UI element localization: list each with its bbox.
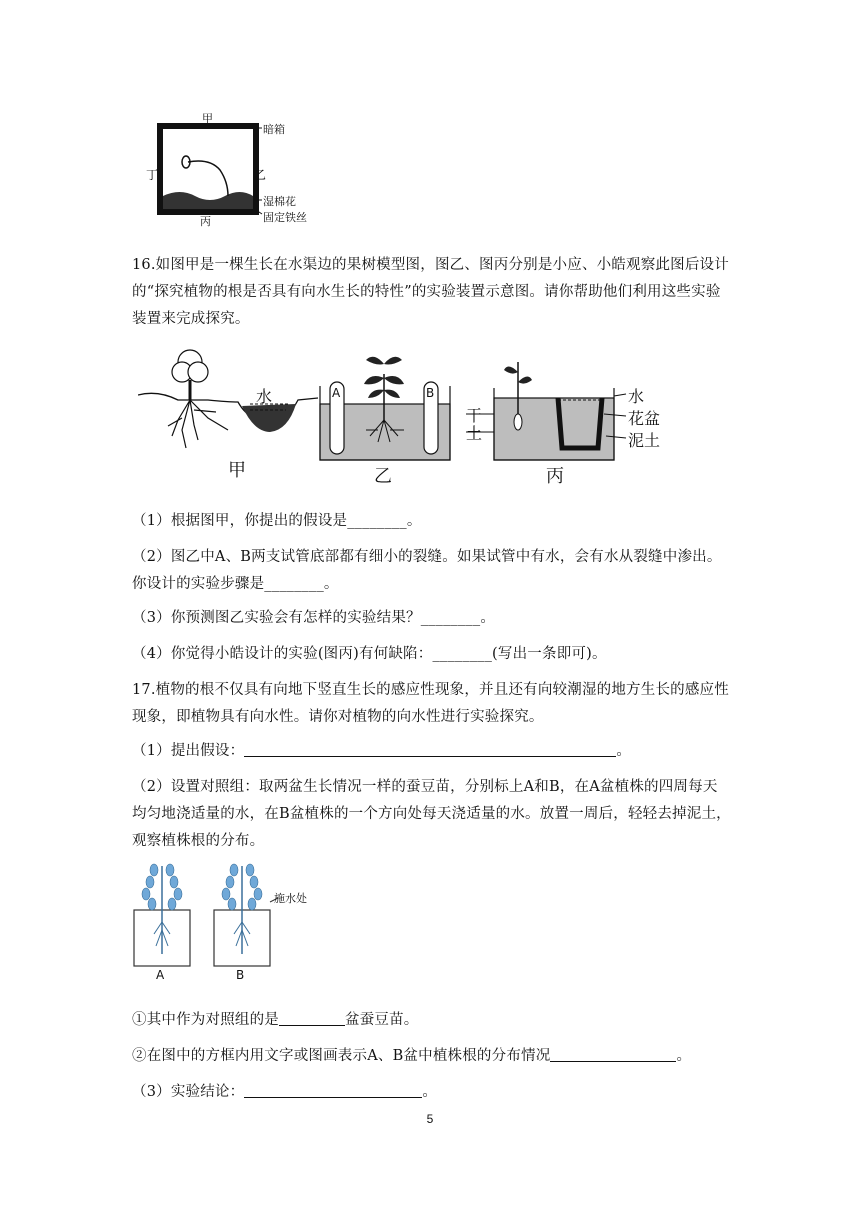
pot-b-label: B [236,968,245,982]
callout-fixed-wire: 固定铁丝 [263,211,307,224]
yi-tube-a-label: A [332,386,341,400]
q16-sub4: （4）你觉得小皓设计的实验(图丙)有何缺陷：________(写出一条即可)。 [132,646,607,662]
bing-pot-label: 花盆 [628,409,661,428]
q17-sub2: （2）设置对照组：取两盆生长情况一样的蚕豆苗，分别标上A和B，在A盆植株的四周每天均匀地浇适量的水，在B盆植株的一个方向处每天浇适量的水。放置一周后，轻轻去掉泥土，观察植株根的分布。 [132,779,731,849]
jia-caption: 甲 [228,460,246,481]
pot-a-label: A [156,968,165,982]
dark-box-diagram [140,110,340,230]
q17-item1-suffix: 盆蚕豆苗。 [345,1012,419,1028]
q17-item1-prefix: ①其中作为对照组的是 [132,1012,279,1028]
figure-yi [318,344,453,487]
box-label-top: 甲 [202,112,213,125]
q17-item2-suffix: 。 [676,1048,692,1064]
bing-mud-label: 泥土 [628,431,661,450]
q17-sub3-prefix: （3）实验结论： [132,1084,245,1100]
bing-caption: 丙 [546,466,564,487]
q17-root-distribution-blank[interactable] [550,1047,676,1062]
q17-sub1-prefix: （1）提出假设： [132,743,245,759]
q17-control-group-blank[interactable] [279,1011,345,1026]
q17-conclusion-blank[interactable] [244,1083,422,1098]
q17-sub3-suffix: 。 [422,1084,438,1100]
callout-wet-cotton: 湿棉花 [263,195,296,208]
q17-item2 [132,1043,752,1070]
q17-sub1-suffix: 。 [616,743,632,759]
yi-caption: 乙 [374,466,392,487]
page-number: 5 [426,1112,434,1126]
q17-item1 [132,1007,732,1034]
box-label-bottom: 丙 [200,215,211,228]
q17-hypothesis-blank[interactable] [244,742,616,757]
figure-bing [466,352,686,492]
q16-sub1: （1）根据图甲，你提出的假设是________。 [132,513,422,529]
q16-sub3: （3）你预测图乙实验会有怎样的实验结果？________。 [132,610,496,626]
bing-dry-soil-label: 干 土 [466,406,483,443]
q17-sub1 [132,738,732,765]
water-point-label: 施水处 [274,892,307,905]
q17-text: 17.植物的根不仅具有向地下竖直生长的感应性现象，并且还有向较潮湿的地方生长的感应性现象，即植物具有向水性。请你对植物的向水性进行实验探究。 [132,682,729,725]
q17-sub3 [132,1079,732,1106]
q16-text: 16.如图甲是一棵生长在水渠边的果树模型图，图乙、图丙分别是小应、小皓观察此图后设计的“探究植物的根是否具有向水生长的特性”的实验装置示意图。请你帮助他们利用这些实验装置来完成探究。 [132,257,729,327]
yi-tube-b-label: B [426,386,435,400]
figure-dark-box [140,110,340,230]
figure-pots [132,858,332,988]
box-label-right: 乙 [254,168,267,182]
box-label-left: 丁 [146,168,159,182]
bing-water-label: 水 [628,387,645,406]
jia-water-label: 水 [256,387,273,406]
callout-dark-box: 暗箱 [263,123,285,136]
figure-jia [138,340,318,480]
q17-item2-prefix: ②在图中的方框内用文字或图画表示A、B盆中植株根的分布情况 [132,1048,551,1064]
q16-sub2: （2）图乙中A、B两支试管底部都有细小的裂缝。如果试管中有水，会有水从裂缝中渗出。你设计的实验步骤是________。 [132,549,722,592]
